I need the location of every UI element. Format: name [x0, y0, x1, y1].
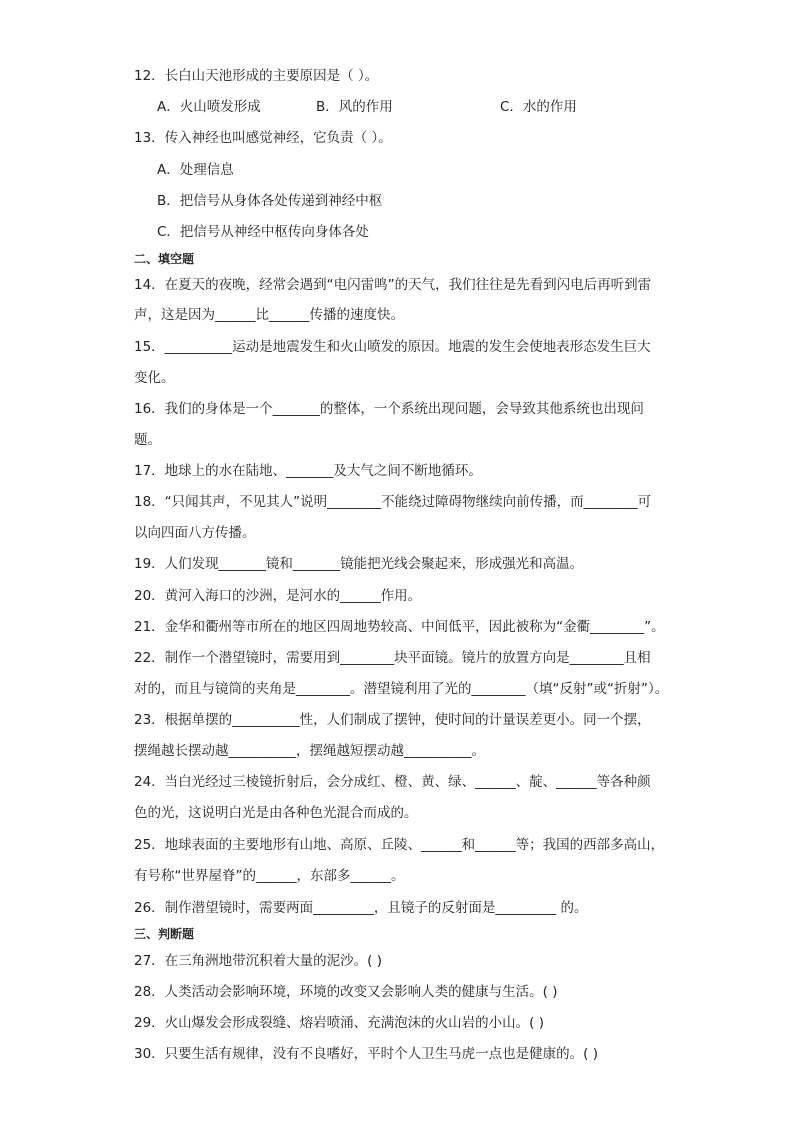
q20-line-1: 20．黄河入海口的沙洲，是河水的______作用。 [134, 588, 422, 604]
q14-line-1: 14．在夏天的夜晚，经常会遇到“电闪雷鸣”的天气，我们往往是先看到闪电后再听到雷 [134, 277, 652, 293]
q13-option-c: C．把信号从神经中枢传向身体各处 [157, 224, 369, 240]
q21-line-1: 21．金华和衢州等市所在的地区四周地势较高、中间低平，因此被称为“金衢________”。 [134, 619, 665, 635]
q16-line-1: 16．我们的身体是一个_______的整体，一个系统出现问题，会导致其他系统也出现问 [134, 401, 644, 417]
q25-line-1: 25．地球表面的主要地形有山地、高原、丘陵、______和______等；我国的西部多高山， [134, 837, 665, 853]
q23-line-2: 摆绳越长摆动越__________，摆绳越短摆动越__________。 [134, 743, 485, 759]
q23-line-1: 23．根据单摆的__________性，人们制成了摆钟，使时间的计量误差更小。同一个摆， [134, 712, 651, 728]
q13-option-a: A．处理信息 [157, 162, 234, 178]
q16-line-2: 题。 [134, 432, 161, 448]
q12-stem: 12．长白山天池形成的主要原因是（ ）。 [134, 68, 379, 84]
q15-line-2: 变化。 [134, 370, 175, 386]
q26-line-1: 26．制作潜望镜时，需要两面_________，且镜子的反射面是_________ 的。 [134, 900, 588, 916]
q12-option-b: B．风的作用 [316, 99, 393, 115]
q12-option-a: A．火山喷发形成 [157, 99, 261, 115]
q22-line-1: 22．制作一个潜望镜时，需要用到________块平面镜。镜片的放置方向是________且相 [134, 650, 651, 666]
q13-stem: 13．传入神经也叫感觉神经，它负责（ ）。 [134, 130, 392, 146]
q12-option-c: C．水的作用 [500, 99, 577, 115]
q24-line-2: 色的光，这说明白光是由各种色光混合而成的。 [134, 805, 418, 821]
q15-line-1: 15．__________运动是地震发生和火山喷发的原因。地震的发生会使地表形态发生巨大 [134, 339, 651, 355]
q17-line-1: 17．地球上的水在陆地、_______及大气之间不断地循环。 [134, 463, 482, 479]
section-heading-fill: 二、填空题 [134, 252, 195, 266]
q27-line: 27．在三角洲地带沉积着大量的泥沙。( ) [134, 953, 383, 969]
q28-line: 28．人类活动会影响环境，环境的改变又会影响人类的健康与生活。( ) [134, 984, 558, 1000]
q25-line-2: 有号称“世界屋脊”的______，东部多______。 [134, 868, 405, 884]
q30-line: 30．只要生活有规律，没有不良嗜好，平时个人卫生马虎一点也是健康的。( ) [134, 1046, 599, 1062]
q19-line-1: 19．人们发现_______镜和_______镜能把光线会聚起来，形成强光和高温。 [134, 556, 584, 572]
q13-option-b: B．把信号从身体各处传递到神经中枢 [157, 193, 383, 209]
section-heading-judge: 三、判断题 [134, 927, 195, 941]
q14-line-2: 声，这是因为______比______传播的速度快。 [134, 307, 404, 323]
q24-line-1: 24．当白光经过三棱镜折射后，会分成红、橙、黄、绿、______、靛、______等各种颜 [134, 774, 651, 790]
q18-line-1: 18．“只闻其声，不见其人”说明________不能绕过障碍物继续向前传播，而________可 [134, 494, 652, 510]
q22-line-2: 对的，而且与镜筒的夹角是________。潜望镜利用了光的________（填“反射”或“折射”）。 [134, 681, 669, 697]
q18-line-2: 以向四面八方传播。 [134, 525, 256, 541]
q29-line: 29．火山爆发会形成裂缝、熔岩喷涌、充满泡沫的火山岩的小山。( ) [134, 1015, 545, 1031]
